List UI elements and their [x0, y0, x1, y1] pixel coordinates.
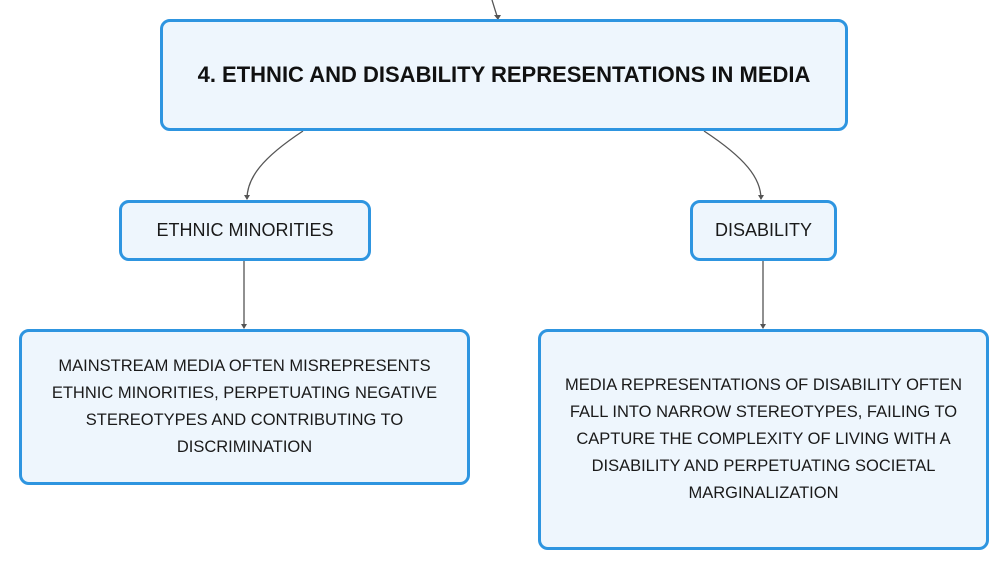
branch-node-ethnic-minorities[interactable] — [119, 200, 371, 261]
branch-label-ethnic-minorities: ETHNIC MINORITIES — [156, 220, 334, 240]
main-topic-label: 4. ETHNIC AND DISABILITY REPRESENTATIONS IN MEDIA — [197, 62, 811, 87]
branch-label-disability: DISABILITY — [714, 220, 813, 240]
connector-main-to-ethnic-minorities — [247, 131, 303, 199]
main-topic-node[interactable] — [160, 19, 848, 131]
description-text-ethnic-minorities: MAINSTREAM MEDIA OFTEN MISREPRESENTS ETHNIC MINORITIES, PERPETUATING NEGATIVE STEREOTYPES AND CONTRIBUTING TO DISCRIMINATION — [51, 357, 438, 456]
branch-node-disability[interactable] — [690, 200, 837, 261]
description-text-disability: MEDIA REPRESENTATIONS OF DISABILITY OFTEN FALL INTO NARROW STEREOTYPES, FAILING TO CAPTURE THE COMPLEXITY OF LIVING WITH A DISABILITY AND PERPETUATING SOCIETAL MARGINALIZATION — [565, 376, 962, 502]
connector-main-to-disability — [704, 131, 761, 199]
description-node-ethnic-minorities[interactable] — [19, 329, 470, 485]
description-node-disability[interactable] — [538, 329, 989, 550]
